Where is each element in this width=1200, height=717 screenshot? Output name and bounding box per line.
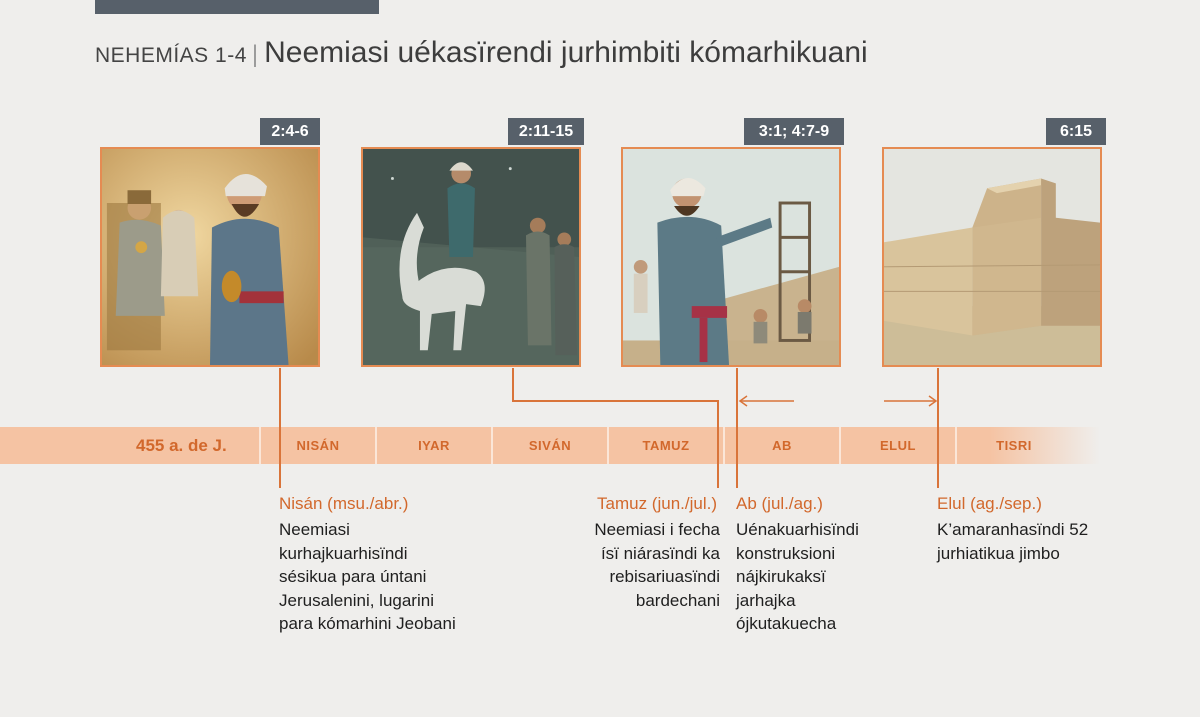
event-elul-description — [937, 518, 1088, 565]
completed-wall-image — [884, 149, 1100, 365]
event-tamuz-line: rebisariuasïndi — [609, 567, 720, 586]
event-nisan-line: Neemiasi — [279, 520, 350, 539]
scene-1-illustration — [100, 147, 320, 367]
event-tamuz-line: ísï niárasïndi ka — [600, 543, 720, 563]
scene-2-illustration — [361, 147, 581, 367]
event-nisan-description — [279, 518, 456, 636]
right-arrow-icon — [884, 394, 938, 408]
scene-1-reference-badge: 2:4-6 — [260, 118, 320, 145]
timeline-band — [0, 427, 1100, 464]
connector-elul — [937, 368, 939, 488]
night-ride-image — [363, 149, 579, 365]
month-nisan: NISÁN — [296, 438, 340, 453]
event-tamuz-description — [540, 518, 720, 612]
connector-scene-2-horizontal — [512, 400, 719, 402]
event-ab-line: jarhajka — [736, 590, 796, 610]
event-ab-line: ójkutakuecha — [736, 614, 837, 633]
connector-ab — [736, 368, 738, 488]
event-tamuz-line: bardechani — [635, 590, 720, 610]
event-tamuz-line: Neemiasi i fecha — [594, 520, 720, 539]
connector-nisan — [279, 368, 281, 488]
scene-3-illustration — [621, 147, 841, 367]
event-elul-line: jurhiatikua jimbo — [937, 543, 1060, 563]
event-nisan-line: para kómarhini Jeobani — [279, 614, 456, 633]
event-elul-line: K’amaranhasïndi 52 — [937, 520, 1089, 539]
scripture-reference: NEHEMÍAS 1-4 — [95, 44, 247, 67]
event-nisan-line: sésikua para úntani — [279, 567, 427, 586]
scene-3-reference-badge: 3:1; 4:7-9 — [744, 118, 844, 145]
event-ab-line: konstruksioni — [736, 543, 836, 563]
top-bar — [95, 0, 379, 14]
event-ab-line: Uénakuarhisïndi — [736, 520, 859, 539]
connector-scene-2-down — [512, 368, 514, 401]
timeline-year: 455 a. de J. — [136, 436, 227, 455]
month-iyar: IYAR — [418, 438, 450, 453]
event-nisan-line: kurhajkuarhisïndi — [279, 543, 408, 563]
page-title — [95, 36, 868, 70]
event-ab-line: nájkirukaksï — [736, 567, 826, 586]
scene-4-illustration — [882, 147, 1102, 367]
month-tisri: TISRI — [996, 438, 1032, 453]
event-nisan-month: Nisán (msu./abr.) — [279, 494, 409, 513]
month-tamuz: TAMUZ — [642, 438, 690, 453]
wall-construction-image — [623, 149, 839, 365]
event-tamuz-month: Tamuz (jun./jul.) — [597, 494, 717, 513]
scene-4-reference-badge: 6:15 — [1046, 118, 1106, 145]
month-sivan: SIVÁN — [528, 438, 572, 453]
month-elul: ELUL — [880, 438, 916, 453]
title-separator: | — [251, 41, 259, 68]
event-ab-month: Ab (jul./ag.) — [736, 494, 823, 513]
title-text: Neemiasi uékasïrendi jurhimbiti kómarhikuani — [264, 36, 868, 69]
month-ab: AB — [772, 438, 792, 453]
event-nisan-line: Jerusalenini, lugarini — [279, 590, 434, 610]
scene-2-reference-badge: 2:11-15 — [508, 118, 584, 145]
left-arrow-icon — [738, 394, 796, 408]
nehemiah-before-king-image — [102, 149, 318, 365]
event-ab-description — [736, 518, 859, 636]
event-elul-month: Elul (ag./sep.) — [937, 494, 1042, 513]
connector-tamuz — [717, 400, 719, 488]
